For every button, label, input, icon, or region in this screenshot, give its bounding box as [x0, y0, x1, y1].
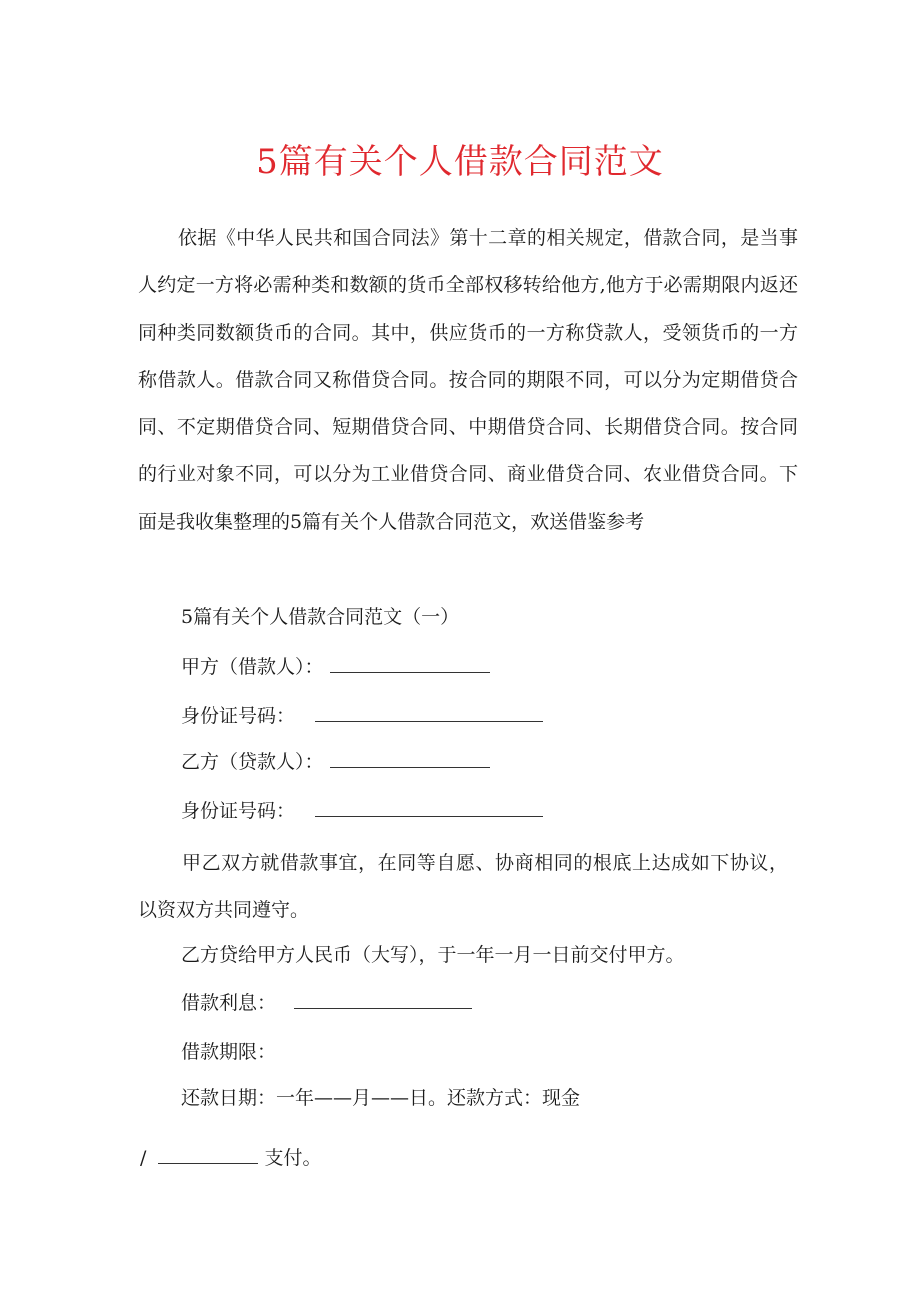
payment-row: [140, 1143, 322, 1173]
loan-clause: 乙方贷给甲方人民币（大写），于一年一月一日前交付甲方。: [181, 944, 685, 966]
interest-row: [181, 988, 472, 1018]
id-number-row-1: [181, 701, 543, 731]
id-number-label-2: 身份证号码：: [181, 800, 296, 822]
payment-method-blank[interactable]: [158, 1145, 258, 1164]
term-label: 借款期限：: [181, 1041, 277, 1063]
interest-label: 借款利息：: [181, 992, 277, 1014]
intro-paragraph: 依据《中华人民共和国合同法》第十二章的相关规定，借款合同，是当事人约定一方将必需种类和数额的货币全部权移转给他方,他方于必需期限内返还同种类同数额货币的合同。其中，供应货币的一方称贷款人，受领货币的一方称借款人。借款合同又称借贷合同。按合同的期限不同，可以分为定期借贷合同、不定期借贷合同、短期借贷合同、中期借贷合同、长期借贷合同。按合同的行业对象不同，可以分为工业借贷合同、商业借贷合同、农业借贷合同。下面是我收集整理的5篇有关个人借款合同范文，欢送借鉴参考: [138, 227, 798, 533]
party-b-label: 乙方（贷款人）：: [181, 751, 324, 773]
party-a-label: 甲方（借款人）：: [181, 656, 324, 678]
payment-prefix: /: [140, 1147, 147, 1169]
document-title: 5篇有关个人借款合同范文: [256, 142, 664, 182]
party-b-row: [181, 747, 490, 777]
id-number-row-2: [181, 796, 543, 826]
id-number-blank-1[interactable]: [315, 703, 543, 722]
party-b-blank[interactable]: [330, 749, 490, 768]
party-a-blank[interactable]: [330, 654, 490, 673]
interest-blank[interactable]: [294, 990, 472, 1009]
payment-suffix: 支付。: [264, 1147, 322, 1169]
section-heading: 5篇有关个人借款合同范文（一）: [181, 606, 460, 628]
id-number-blank-2[interactable]: [315, 798, 543, 817]
agreement-paragraph: 甲乙双方就借款事宜，在同等自愿、协商相同的根底上达成如下协议，以资双方共同遵守。: [138, 852, 788, 921]
repayment-line: 还款日期：一年——月——日。还款方式：现金: [181, 1087, 581, 1109]
id-number-label-1: 身份证号码：: [181, 705, 296, 727]
party-a-row: [181, 652, 490, 682]
